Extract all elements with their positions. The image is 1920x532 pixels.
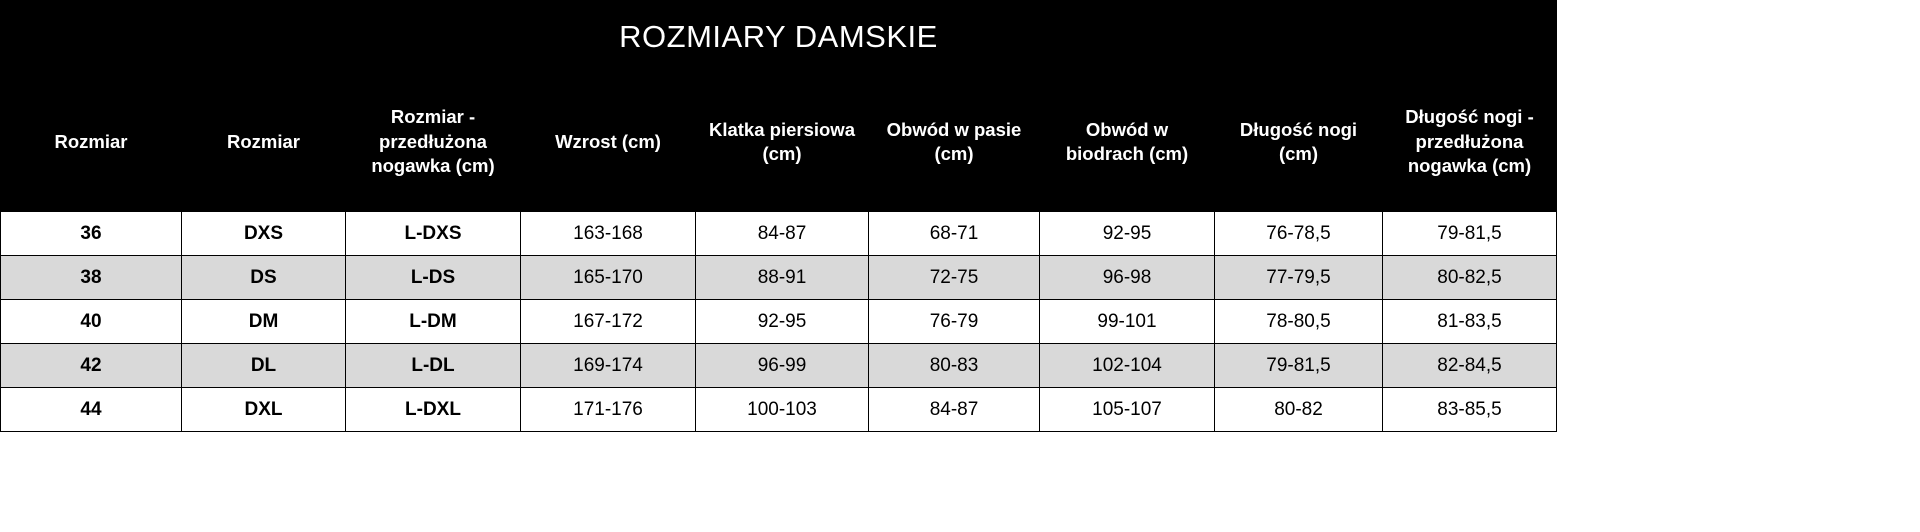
table-row: [1, 388, 1557, 432]
table-header-row: [1, 73, 1557, 212]
cell-rozmiar: 40: [1, 300, 182, 344]
cell-rozmiar-long-leg: L-DS: [346, 256, 521, 300]
cell-rozmiar-long-leg: L-DL: [346, 344, 521, 388]
cell-rozmiar-long-leg: L-DXS: [346, 212, 521, 256]
cell-dlugosc-nogi-long: 80-82,5: [1383, 256, 1557, 300]
table-row: [1, 212, 1557, 256]
cell-pas: 84-87: [869, 388, 1040, 432]
table-row: [1, 344, 1557, 388]
cell-rozmiar-letter: DXS: [182, 212, 346, 256]
cell-pas: 68-71: [869, 212, 1040, 256]
column-header-wzrost: Wzrost (cm): [521, 73, 696, 212]
cell-wzrost: 167-172: [521, 300, 696, 344]
table-row: [1, 300, 1557, 344]
cell-dlugosc-nogi-long: 79-81,5: [1383, 212, 1557, 256]
cell-klatka: 88-91: [696, 256, 869, 300]
cell-klatka: 100-103: [696, 388, 869, 432]
cell-wzrost: 169-174: [521, 344, 696, 388]
cell-pas: 76-79: [869, 300, 1040, 344]
cell-rozmiar-letter: DM: [182, 300, 346, 344]
cell-dlugosc-nogi-long: 81-83,5: [1383, 300, 1557, 344]
column-header-obwod-w-pasie: Obwód w pasie (cm): [869, 73, 1040, 212]
table-body: [1, 212, 1557, 432]
table-row: [1, 256, 1557, 300]
column-header-dlugosc-nogi: Długość nogi (cm): [1215, 73, 1383, 212]
column-header-klatka-piersiowa: Klatka piersiowa (cm): [696, 73, 869, 212]
column-header-obwod-w-biodrach: Obwód w biodrach (cm): [1040, 73, 1215, 212]
cell-biodra: 96-98: [1040, 256, 1215, 300]
cell-rozmiar-letter: DL: [182, 344, 346, 388]
cell-dlugosc-nogi: 80-82: [1215, 388, 1383, 432]
cell-biodra: 99-101: [1040, 300, 1215, 344]
cell-rozmiar-long-leg: L-DM: [346, 300, 521, 344]
cell-wzrost: 171-176: [521, 388, 696, 432]
cell-dlugosc-nogi: 76-78,5: [1215, 212, 1383, 256]
cell-pas: 72-75: [869, 256, 1040, 300]
column-header-rozmiar-long-leg: Rozmiar - przedłużona nogawka (cm): [346, 73, 521, 212]
column-header-dlugosc-nogi-long-leg: Długość nogi - przedłużona nogawka (cm): [1383, 73, 1557, 212]
cell-rozmiar: 44: [1, 388, 182, 432]
cell-biodra: 105-107: [1040, 388, 1215, 432]
cell-biodra: 92-95: [1040, 212, 1215, 256]
cell-klatka: 84-87: [696, 212, 869, 256]
cell-dlugosc-nogi-long: 82-84,5: [1383, 344, 1557, 388]
cell-dlugosc-nogi: 79-81,5: [1215, 344, 1383, 388]
page-title: ROZMIARY DAMSKIE: [1, 1, 1557, 73]
cell-rozmiar-letter: DXL: [182, 388, 346, 432]
cell-rozmiar-long-leg: L-DXL: [346, 388, 521, 432]
cell-rozmiar: 36: [1, 212, 182, 256]
cell-rozmiar: 38: [1, 256, 182, 300]
cell-klatka: 96-99: [696, 344, 869, 388]
cell-dlugosc-nogi-long: 83-85,5: [1383, 388, 1557, 432]
cell-dlugosc-nogi: 77-79,5: [1215, 256, 1383, 300]
table-title-row: [1, 1, 1557, 73]
cell-wzrost: 163-168: [521, 212, 696, 256]
column-header-rozmiar-letter: Rozmiar: [182, 73, 346, 212]
column-header-rozmiar: Rozmiar: [1, 73, 182, 212]
cell-wzrost: 165-170: [521, 256, 696, 300]
cell-klatka: 92-95: [696, 300, 869, 344]
cell-rozmiar-letter: DS: [182, 256, 346, 300]
cell-dlugosc-nogi: 78-80,5: [1215, 300, 1383, 344]
cell-biodra: 102-104: [1040, 344, 1215, 388]
cell-rozmiar: 42: [1, 344, 182, 388]
cell-pas: 80-83: [869, 344, 1040, 388]
